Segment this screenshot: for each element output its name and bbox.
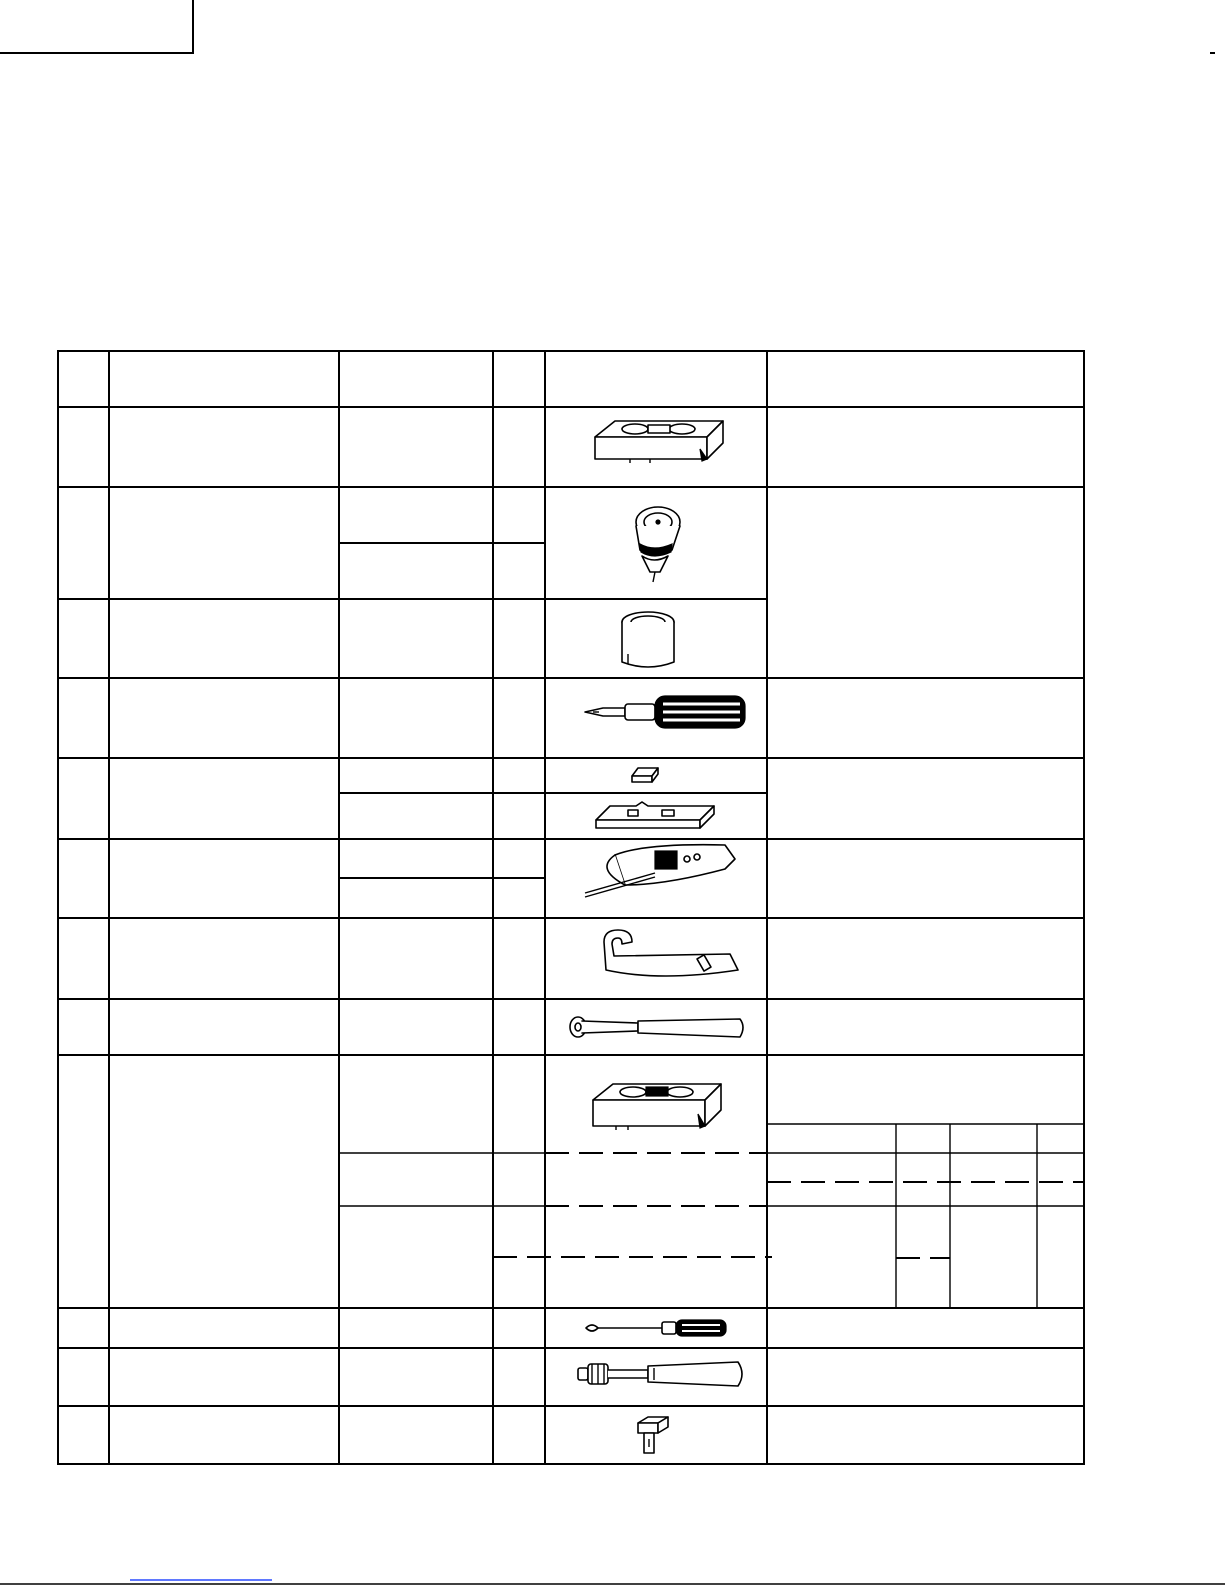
table-frame (58, 351, 1084, 1464)
tension-gauge-icon (585, 845, 735, 897)
video-cassette-icon (595, 421, 723, 463)
hook-wrench-icon (604, 930, 738, 976)
torque-driver-icon (578, 1362, 742, 1386)
socket-wrench-icon (622, 612, 674, 667)
small-screwdriver-icon (586, 1320, 726, 1336)
holder-clip-icon (638, 1417, 668, 1453)
gauge-block-icon (632, 768, 658, 782)
cylinder-adjuster-icon (636, 507, 680, 582)
footer-link[interactable] (130, 1566, 272, 1580)
gauge-plate-icon (596, 802, 714, 828)
alignment-tape-icon (593, 1084, 721, 1130)
nut-driver-icon (570, 1017, 743, 1037)
screwdriver-icon (585, 696, 745, 728)
